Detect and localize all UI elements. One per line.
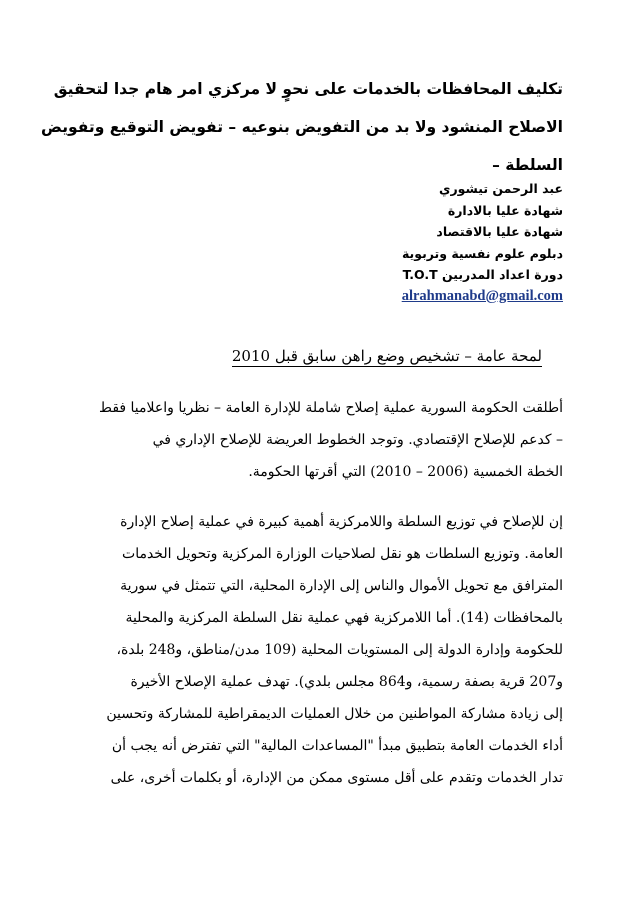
qualification-2: شهادة عليا بالاقتصاد (436, 224, 563, 239)
qualification-4: دورة اعداد المدربين T.O.T (402, 267, 563, 282)
paragraph-line: أطلقت الحكومة السورية عملية إصلاح شاملة للإدارة العامة – نظريا واعلاميا فقط (99, 400, 563, 416)
title-line-2: الاصلاح المنشود ولا بد من التفويض بنوعيه – تفويض التوقيع وتفويض (41, 118, 563, 136)
title-line-3: السلطة – (492, 156, 563, 174)
author-name: عبد الرحمن تيشوري (439, 181, 563, 196)
paragraph-line: للحكومة وإدارة الدولة إلى المستويات المحلية (109 مدن/مناطق، و248 بلدة، (116, 642, 563, 658)
paragraph-line: إلى زيادة مشاركة المواطنين من خلال العمليات الديمقراطية للمشاركة وتحسين (106, 706, 563, 722)
paragraph-overview (75, 392, 563, 488)
paragraph-line: الخطة الخمسية (2006 – 2010) التي أقرتها الحكومة. (248, 464, 563, 480)
qualification-1: شهادة عليا بالادارة (447, 202, 563, 218)
paragraph-line: العامة. وتوزيع السلطات هو نقل لصلاحيات الوزارة المركزية وتحويل الخدمات (122, 546, 563, 562)
paragraph-line: بالمحافظات (14). أما اللامركزية فهي عملية نقل السلطة المركزية والمحلية (125, 610, 563, 626)
paragraph-line: المترافق مع تحويل الأموال والناس إلى الإدارة المحلية، التي تتمثل في سورية (120, 578, 563, 594)
paragraph-line: أداء الخدمات العامة بتطبيق مبدأ "المساعدات المالية" التي تفترض أنه يجب أن (111, 738, 563, 754)
paragraph-decentralization (75, 506, 563, 794)
author-email-link[interactable]: alrahmanabd@gmail.com (401, 287, 563, 304)
section-heading-text: لمحة عامة – تشخيص وضع راهن سابق قبل 2010 (231, 347, 542, 365)
author-block (402, 178, 563, 307)
article-title (41, 70, 563, 184)
section-heading (0, 344, 638, 368)
qualification-3: دبلوم علوم نفسية وتربوية (401, 245, 563, 261)
title-line-1: تكليف المحافظات بالخدمات على نحوٍ لا مركزي امر هام جدا لتحقيق (53, 80, 563, 98)
paragraph-line: – كدعم للإصلاح الإقتصادي. وتوجد الخطوط العريضة للإصلاح الإداري في (152, 432, 563, 448)
paragraph-line: إن للإصلاح في توزيع السلطة واللامركزية أهمية كبيرة في عملية إصلاح الإدارة (120, 514, 563, 530)
paragraph-line: تدار الخدمات وتقدم على أقل مستوى ممكن من الإدارة، أو بكلمات أخرى، على (110, 770, 563, 786)
paragraph-line: و207 قرية بصفة رسمية، و864 مجلس بلدي). تهدف عملية الإصلاح الأخيرة (130, 674, 563, 690)
